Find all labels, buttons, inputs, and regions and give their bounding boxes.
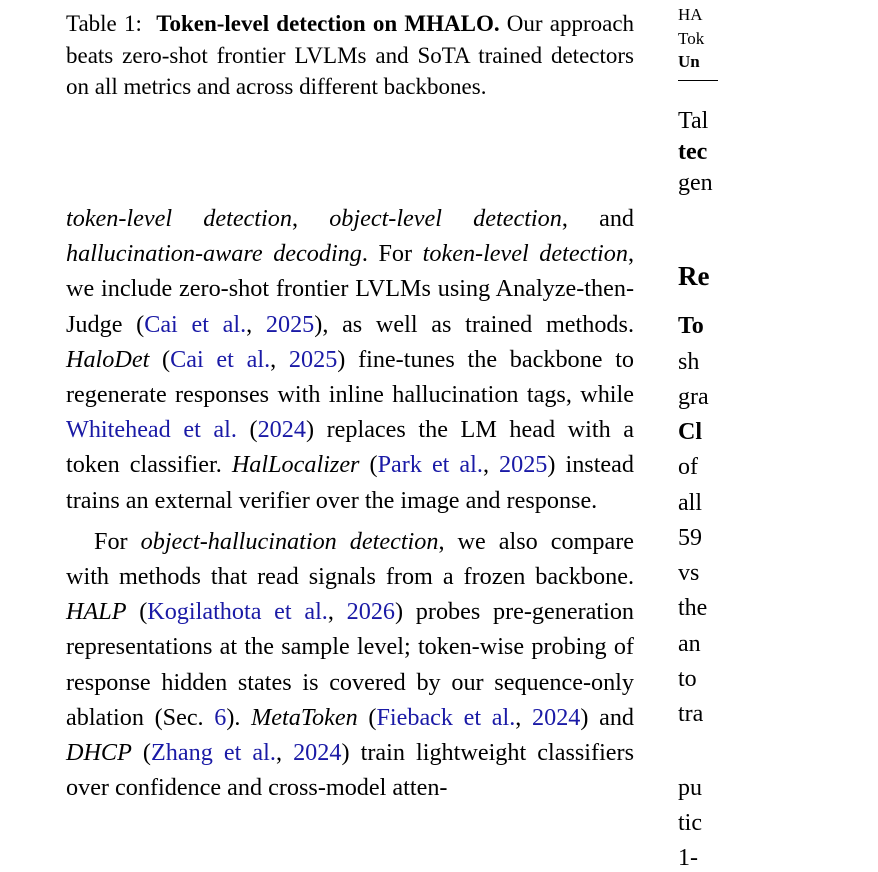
right-line: the <box>678 595 708 621</box>
text-run: ). <box>226 703 252 731</box>
right-line: of <box>678 454 698 480</box>
text-run: ( <box>359 451 378 479</box>
section-link[interactable]: 6 <box>214 703 227 731</box>
text-run: , <box>482 451 500 479</box>
method-name: HaloDet <box>66 345 150 373</box>
text-run: ( <box>131 739 151 767</box>
table-caption <box>66 8 634 103</box>
term: object-hallucination detection <box>140 527 439 555</box>
body-text <box>66 201 634 805</box>
right-line: vs <box>678 560 700 586</box>
text-run: , <box>327 598 347 626</box>
right-line: gen <box>678 170 713 196</box>
term: token-level detection <box>422 240 628 268</box>
caption-text: Our approach beats zero-shot frontier LVLMs and SoTA trained detectors on all metrics and across different backbones. <box>66 11 635 99</box>
right-line: 59 <box>678 525 702 551</box>
citation-year-link[interactable]: 2024 <box>293 739 342 767</box>
method-name: DHCP <box>66 739 132 767</box>
right-line: tec <box>678 139 708 165</box>
text-run: ( <box>236 416 258 444</box>
text-run: . For <box>361 240 423 268</box>
right-line: all <box>678 490 702 516</box>
text-run: ) fine-tunes the backbone to regenerate responses with inline hallucination tags, while <box>66 345 635 409</box>
citation-year-link[interactable]: 2025 <box>288 345 338 373</box>
text-run: ( <box>149 345 171 373</box>
right-line: 1- <box>678 845 698 871</box>
text-run: , <box>270 345 289 373</box>
paragraph-2 <box>66 524 634 806</box>
citation-year-link[interactable]: 2024 <box>257 416 306 444</box>
caption-label: Table 1: <box>66 11 142 36</box>
citation-link[interactable]: Whitehead et al. <box>66 416 237 444</box>
text-run: , and <box>561 205 635 232</box>
right-line: tic <box>678 810 702 836</box>
right-line: sh <box>678 349 700 375</box>
citation-year-link[interactable]: 2026 <box>346 598 396 626</box>
term: token-level detection <box>66 205 292 232</box>
text-run: , <box>246 310 266 338</box>
right-line: pu <box>678 775 702 801</box>
text-run: ) train lightweight classifiers over confidence and cross-model atten- <box>66 739 634 802</box>
right-line: Un <box>678 52 700 71</box>
method-name: HalLocalizer <box>231 451 360 479</box>
right-line: gra <box>678 384 709 410</box>
right-line: To <box>678 313 704 339</box>
text-run: ) instead trains an external verifier over the image and response. <box>66 451 634 514</box>
citation-link[interactable]: Cai et al. <box>144 310 247 338</box>
text-run: , we also compare with methods that read signals from a frozen backbone. <box>66 527 634 591</box>
text-run: For <box>94 527 141 555</box>
term: object-level detection <box>329 205 562 232</box>
citation-year-link[interactable]: 2025 <box>265 310 315 338</box>
citation-year-link[interactable]: 2024 <box>532 703 581 731</box>
right-line: an <box>678 631 701 657</box>
right-line: Cl <box>678 419 702 445</box>
method-name: MetaToken <box>251 703 358 731</box>
caption-title: Token-level detection on MHALO. <box>156 11 500 36</box>
citation-link[interactable]: Park et al. <box>377 451 483 479</box>
citation-link[interactable]: Fieback et al. <box>376 703 516 731</box>
text-run: ), as well as trained methods. <box>314 310 634 338</box>
right-line: to <box>678 666 697 692</box>
citation-link[interactable]: Kogilathota et al. <box>147 598 328 626</box>
text-run: , <box>291 205 330 232</box>
right-line: Re <box>678 261 710 291</box>
paragraph-1 <box>66 201 634 518</box>
right-line: tra <box>678 701 704 727</box>
method-name: HALP <box>66 598 127 626</box>
text-run: , <box>515 703 532 731</box>
text-run: , <box>275 739 294 767</box>
text-run: ( <box>126 598 148 626</box>
text-run: ) and <box>580 703 635 731</box>
text-run: ) replaces the LM head with a token classifier. <box>66 416 634 479</box>
citation-year-link[interactable]: 2025 <box>499 451 548 479</box>
right-line: Tal <box>678 108 709 134</box>
right-line: Tok <box>678 29 705 48</box>
term: hallucination-aware decoding <box>66 240 362 268</box>
text-run: , we include zero-shot frontier LVLMs using Analyze-then-Judge ( <box>66 240 635 338</box>
right-line: HA <box>678 5 703 24</box>
citation-link[interactable]: Cai et al. <box>170 345 271 373</box>
text-run: ( <box>357 703 377 731</box>
citation-link[interactable]: Zhang et al. <box>151 739 276 767</box>
table-rule <box>678 80 718 81</box>
text-run: ) probes pre-generation representations at the sample level; token-wise probing of response hidden states is covered by our sequence-only ablation (Sec. <box>66 598 635 731</box>
